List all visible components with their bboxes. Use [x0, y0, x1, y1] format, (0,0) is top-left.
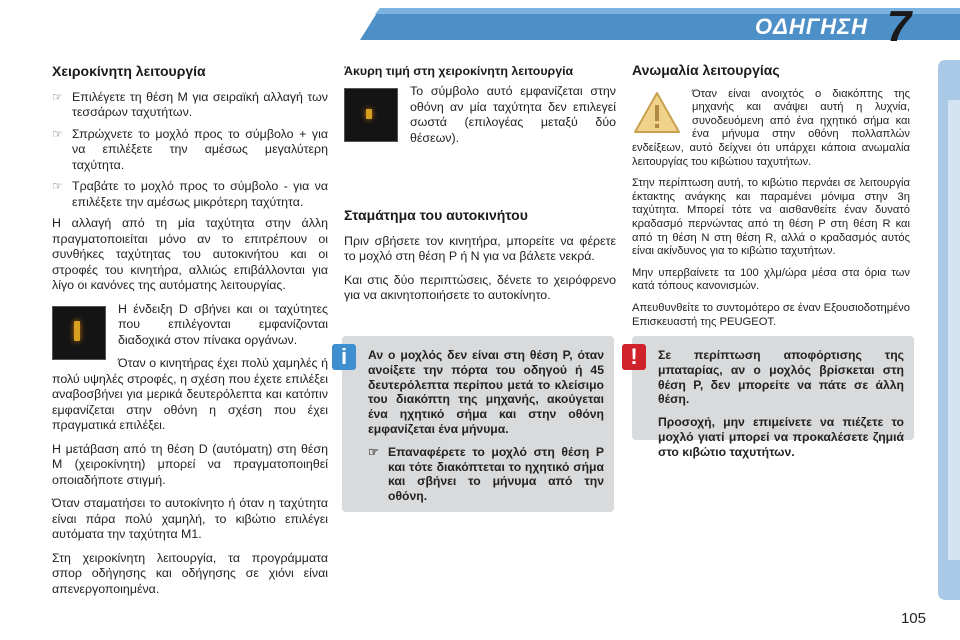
gear-indicator-icon [52, 306, 106, 360]
page-header [0, 0, 960, 51]
paragraph: Όταν ο κινητήρας έχει πολύ χαμηλές ή πολύ υψηλές στροφές, η σχέση που έχετε επιλέξει αναβοσβήνει για μερικά δευτερόλεπτα και κατόπιν εμφανίζεται στην οθόνη η σχέση που έχει πραγματικά επιλέξει. [52, 356, 328, 432]
bullet-icon: ☞ [368, 444, 379, 459]
paragraph: Η μετάβαση από τη θέση D (αυτόματη) στη θέση M (χειροκίνητη) μπορεί να πραγματοποιηθεί οποιαδήποτε στιγμή. [52, 441, 328, 487]
warning-triangle-icon [632, 90, 682, 136]
heading-stopping: Σταμάτημα του αυτοκινήτου [344, 207, 528, 223]
column-stopping [344, 64, 616, 312]
warning-text: Προσοχή, μην επιμείνετε να πιέζετε το μοχλό γιατί μπορεί να προκαλέσετε ζημιά στο κιβώτιο ταχυτήτων. [658, 415, 904, 459]
bullet-text: Σπρώχνετε το μοχλό προς το σύμβολο + για να επιλέξετε την αμέσως μεγαλύτερη ταχύτητα. [72, 126, 328, 172]
column-manual-mode [52, 64, 328, 605]
heading-invalid-value: Άκυρη τιμή στη χειροκίνητη λειτουργία [344, 64, 574, 78]
paragraph: Στην περίπτωση αυτή, το κιβώτιο περνάει σε λειτουργία έκτακτης ανάγκης και παραμένει μόνιμα στην 3η ταχύτητα. Μπορεί τότε να αισθανθείτε έναν δυνατό κραδασμό περνώντας από τη θέση P στη θέση R και από τη θέση N στη θέση R, αλλά ο κραδασμός αυτός είναι ακίνδυνος για το κιβώτιο ταχυτήτων. [632, 177, 910, 258]
bullet-icon: ☞ [52, 89, 63, 104]
list-item [52, 179, 328, 210]
list-item [368, 445, 604, 504]
paragraph: Πριν σβήσετε τον κινητήρα, μπορείτε να φέρετε το μοχλό στη θέση P ή N για να βάλετε νεκρά. [344, 233, 616, 263]
paragraph: Η ένδειξη D σβήνει και οι ταχύτητες που επιλέγονται εμφανίζονται διαδοχικά στον πίνακα οργάνων. [118, 301, 328, 347]
bullet-text: Επιλέγετε τη θέση M για σειραϊκή αλλαγή των τεσσάρων ταχυτήτων. [72, 89, 328, 119]
paragraph: Απευθυνθείτε το συντομότερο σε έναν Εξουσιοδοτημένο Επισκευαστή της PEUGEOT. [632, 301, 910, 328]
paragraph: Όταν είναι ανοιχτός ο διακόπτης της μηχανής και ανάψει αυτή η λυχνία, συνοδευόμενη από ένα ηχητικό σήμα και ένα μήνυμα στην οθόνη πολλαπλών ενδείξεων, αυτό δείχνει ότι υπάρχει κάποια ανωμαλία λειτουργίας του κιβώτιου ταχυτήτων. [632, 87, 910, 168]
warning-box [630, 336, 914, 459]
bullet-icon: ☞ [52, 126, 63, 141]
list-item [52, 127, 328, 174]
edge-tabs [938, 60, 960, 600]
paragraph: Μην υπερβαίνετε τα 100 χλμ/ώρα μέσα στα όρια των κατά τόπους κανονισμών. [632, 266, 910, 293]
invalid-value-icon [344, 88, 398, 142]
heading-malfunction: Ανωμαλία λειτουργίας [632, 62, 780, 78]
column-malfunction [632, 64, 910, 337]
paragraph: Το σύμβολο αυτό εμφανίζεται στην οθόνη αν μία ταχύτητα δεν επιλεγεί σωστά (επιλογέας μεταξύ δύο θέσεων). [410, 84, 616, 145]
paragraph: Και στις δύο περιπτώσεις, δένετε το χειρόφρενο για να ακινητοποιήσετε το αυτοκίνητο. [344, 272, 616, 302]
info-box [342, 336, 614, 512]
warning-icon: ! [622, 344, 646, 370]
bullet-text: Επαναφέρετε το μοχλό στη θέση P και τότε διακόπτεται το ηχητικό σήμα και σβήνει το μήνυμα από την οθόνη. [388, 444, 604, 504]
list-item [52, 90, 328, 121]
bullet-text: Τραβάτε το μοχλό προς το σύμβολο - για να επιλέξετε την αμέσως μικρότερη ταχύτητα. [72, 179, 328, 209]
chapter-number: 7 [886, 2, 912, 51]
paragraph: Όταν σταματήσει το αυτοκίνητο ή όταν η ταχύτητα είναι πάρα πολύ χαμηλή, το κιβώτιο επιλέγει αυτόματα την ταχύτητα M1. [52, 496, 328, 541]
heading-manual-mode: Χειροκίνητη λειτουργία [52, 63, 206, 79]
bullet-icon: ☞ [52, 179, 63, 193]
page-number: 105 [900, 610, 926, 627]
warning-text: Σε περίπτωση αποφόρτισης της μπαταρίας, αν ο μοχλός βρίσκεται στη θέση P, δεν μπορείτε να πάτε σε άλλη θέση. [658, 348, 904, 407]
section-title: ΟΔΗΓΗΣΗ [755, 14, 868, 39]
info-text: Αν ο μοχλός δεν είναι στη θέση P, όταν ανοίξετε την πόρτα του οδηγού ή 45 δευτερόλεπτα περίπου μετά το κλείσιμο του διακόπτη της μηχανής, ακούγεται ένα ηχητικό σήμα και στην οθόνη εμφανίζεται ένα μήνυμα. [368, 348, 604, 436]
paragraph: Στη χειροκίνητη λειτουργία, τα προγράμματα σπορ οδήγησης και οδήγησης σε χιόνι είναι απενεργοποιημένα. [52, 550, 328, 596]
paragraph: Η αλλαγή από τη μία ταχύτητα στην άλλη πραγματοποιείται μόνο αν το επιτρέπουν οι συνθήκες ταχύτητας του αυτοκινήτου και οι στροφές του κινητήρα, αλλιώς επιβάλλονται για λίγο οι κανόνες της αυτόματης λειτουργίας. [52, 216, 328, 292]
info-icon: i [332, 344, 356, 370]
